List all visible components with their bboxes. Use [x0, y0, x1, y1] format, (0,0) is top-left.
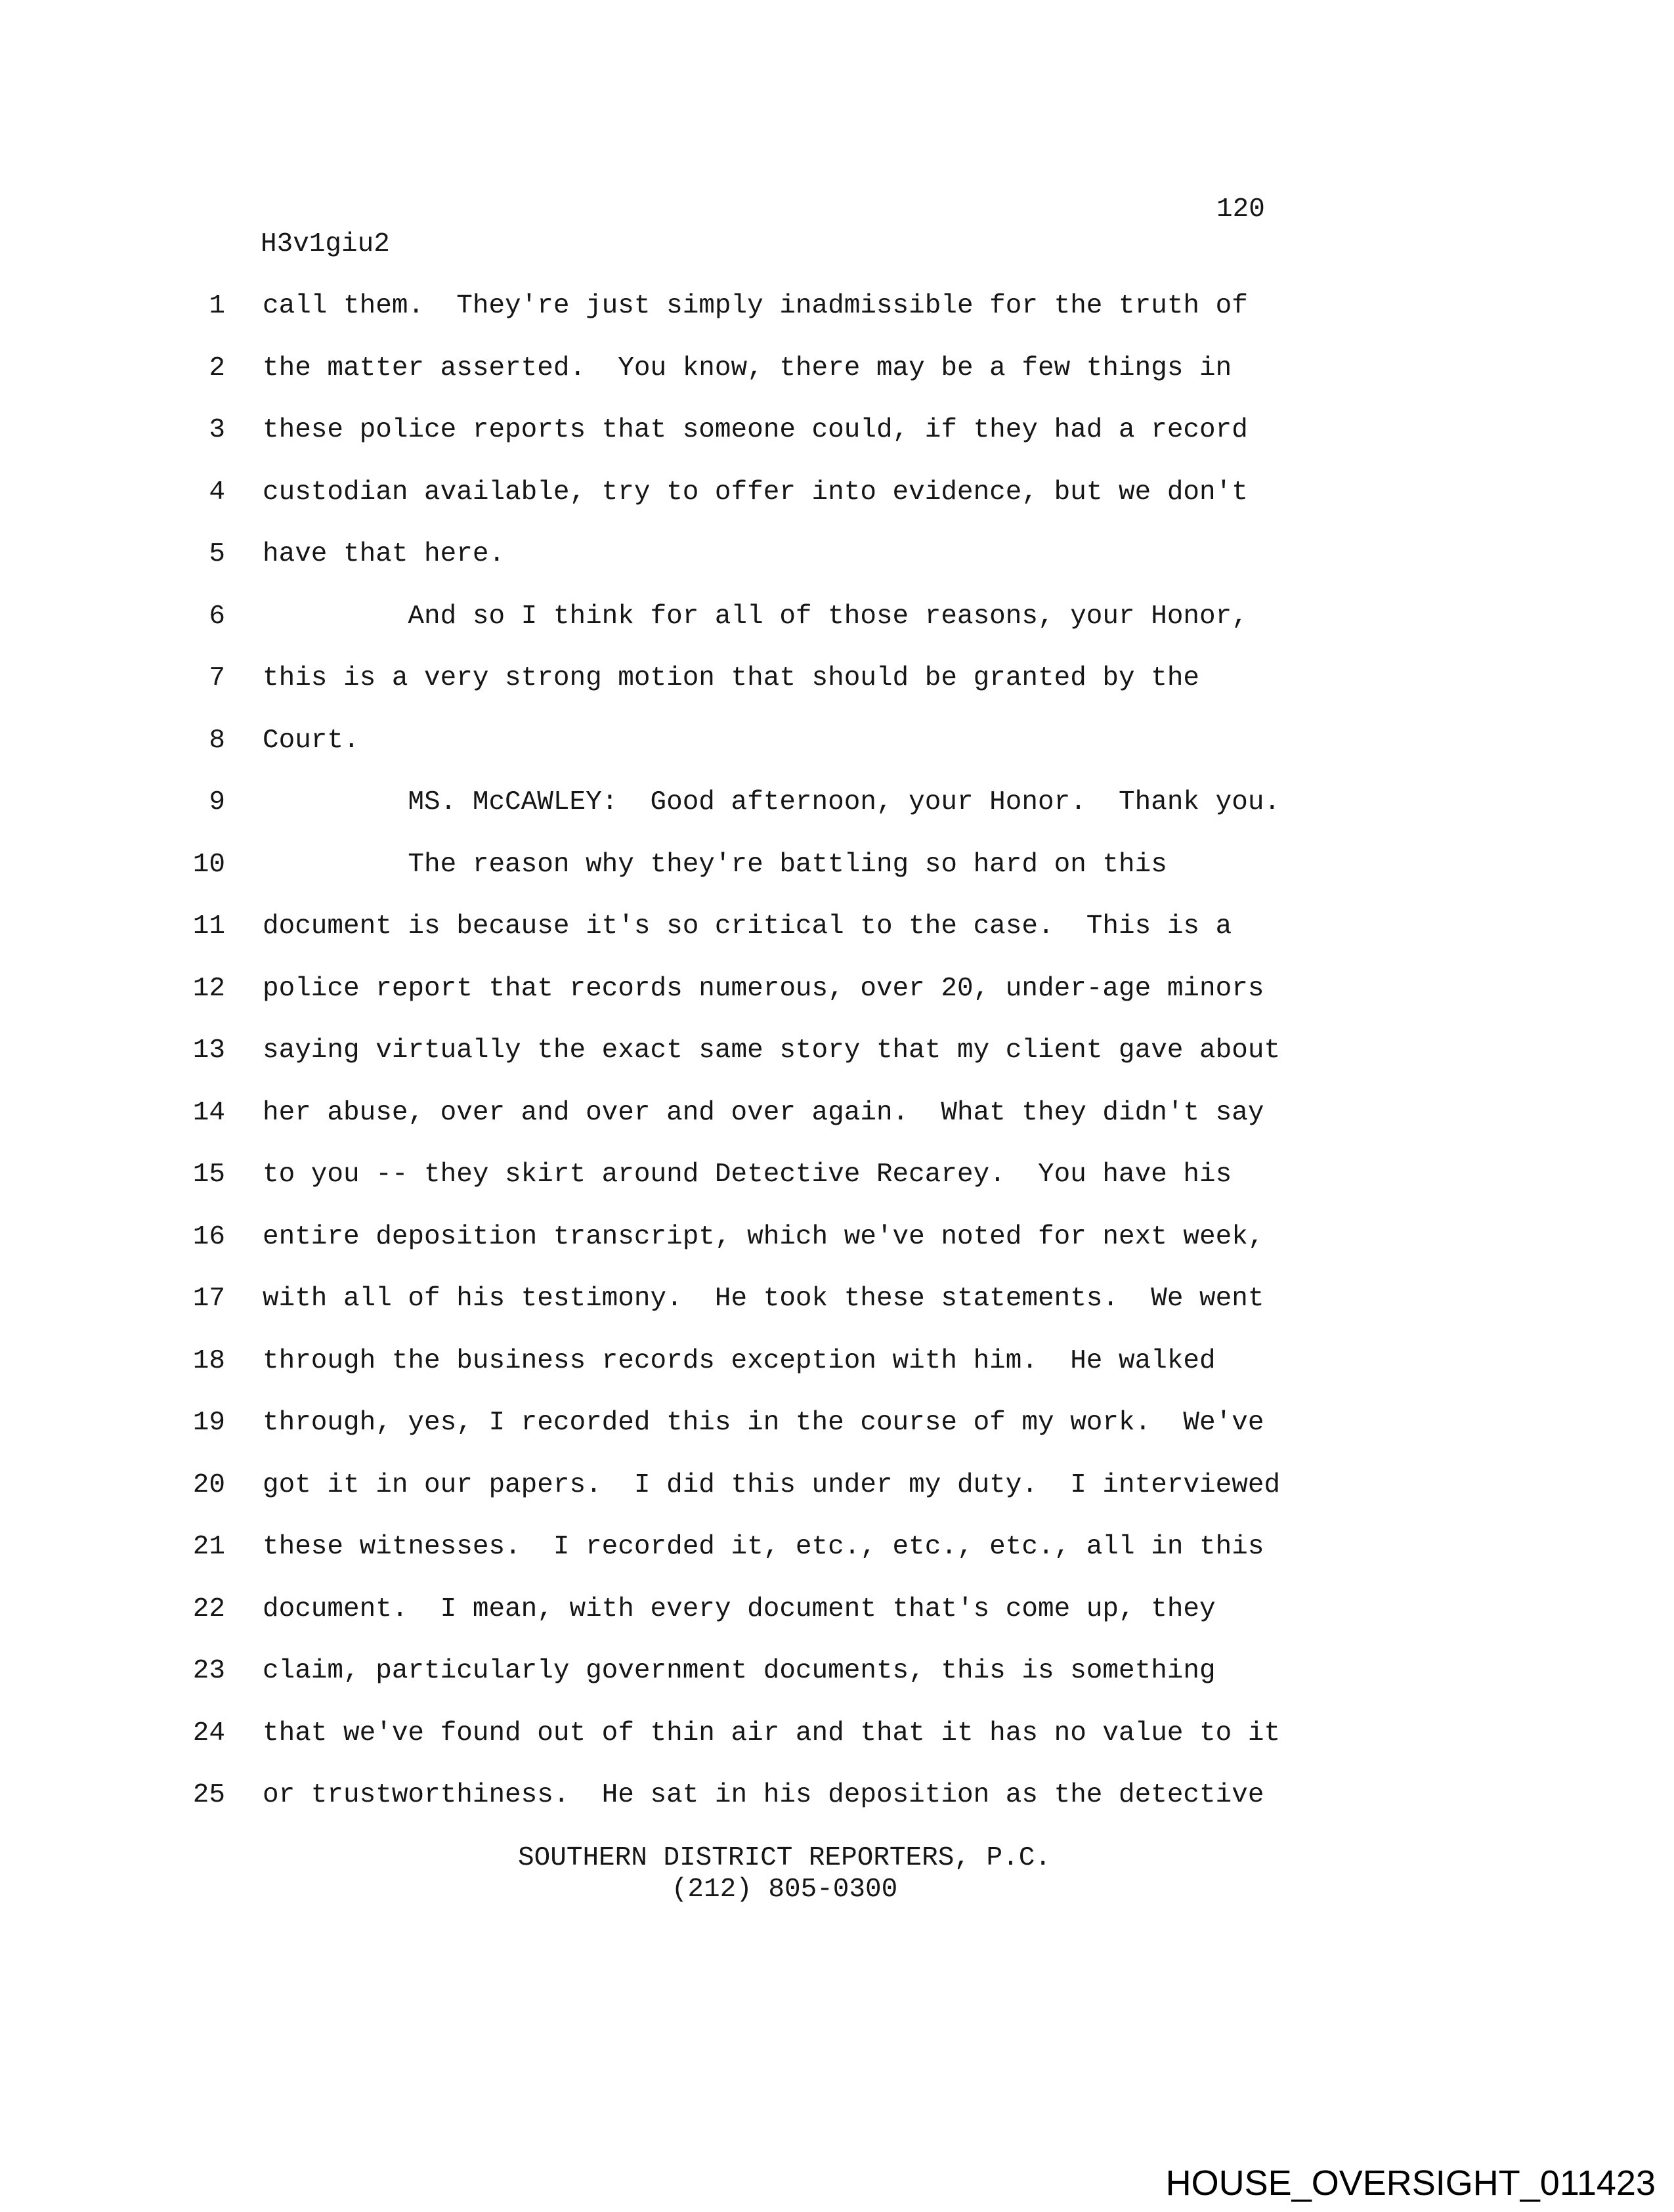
line-text: The reason why they're battling so hard on this	[263, 849, 1167, 880]
line-number: 23	[192, 1656, 225, 1686]
line-number: 11	[192, 911, 225, 942]
transcript-line	[0, 1594, 1280, 1657]
line-text: her abuse, over and over and over again. What they didn't say	[263, 1097, 1264, 1128]
transcript-line	[0, 974, 1280, 1036]
line-text: document is because it's so critical to the case. This is a	[263, 911, 1232, 942]
transcript-line	[0, 1532, 1280, 1594]
line-text: to you -- they skirt around Detective Recarey. You have his	[263, 1160, 1232, 1190]
line-number: 18	[192, 1345, 225, 1376]
transcript-line	[0, 477, 1280, 540]
line-number: 13	[192, 1035, 225, 1066]
line-number: 21	[192, 1532, 225, 1562]
line-number: 22	[192, 1594, 225, 1624]
line-number: 19	[192, 1408, 225, 1438]
line-number: 15	[192, 1160, 225, 1190]
line-number: 20	[192, 1469, 225, 1500]
line-number: 7	[209, 663, 225, 693]
transcript-line	[0, 1470, 1280, 1532]
line-number: 5	[209, 539, 225, 569]
line-number: 17	[192, 1284, 225, 1314]
transcript-lines	[0, 291, 1280, 1842]
transcript-line	[0, 1718, 1280, 1781]
transcript-line	[0, 539, 1280, 601]
reporter-footer	[131, 1842, 1438, 1905]
transcript-line	[0, 1656, 1280, 1718]
transcript-line	[0, 1222, 1280, 1284]
line-number: 16	[192, 1221, 225, 1252]
transcript-line	[0, 1160, 1280, 1222]
transcript-line	[0, 1780, 1280, 1842]
line-text: got it in our papers. I did this under my duty. I interviewed	[263, 1469, 1281, 1500]
line-number: 14	[192, 1097, 225, 1128]
line-text: Court.	[263, 725, 360, 756]
reporter-name: SOUTHERN DISTRICT REPORTERS, P.C.	[518, 1843, 1051, 1873]
line-text: these police reports that someone could, if they had a record	[263, 415, 1248, 445]
transcript-line	[0, 415, 1280, 477]
line-number: 3	[209, 415, 225, 445]
line-number: 4	[209, 477, 225, 508]
line-text: custodian available, try to offer into evidence, but we don't	[263, 477, 1248, 508]
transcript-line	[0, 1035, 1280, 1098]
line-text: claim, particularly government documents, this is something	[263, 1656, 1216, 1686]
line-number: 9	[209, 787, 225, 817]
transcript-line	[0, 787, 1280, 850]
page-number: 120	[1216, 194, 1265, 225]
line-text: call them. They're just simply inadmissible for the truth of	[263, 291, 1248, 321]
transcript-line	[0, 601, 1280, 664]
transcript-line	[0, 291, 1280, 353]
line-text: this is a very strong motion that should be granted by the	[263, 663, 1200, 693]
bates-number: HOUSE_OVERSIGHT_011423	[1165, 2163, 1656, 2203]
line-number: 12	[192, 973, 225, 1004]
line-text: through the business records exception with him. He walked	[263, 1345, 1216, 1376]
line-number: 10	[192, 849, 225, 880]
line-text: or trustworthiness. He sat in his deposition as the detective	[263, 1780, 1264, 1810]
line-text: have that here.	[263, 539, 505, 569]
line-text: MS. McCAWLEY: Good afternoon, your Honor. Thank you.	[263, 787, 1281, 817]
line-text: document. I mean, with every document that's come up, they	[263, 1594, 1216, 1624]
line-number: 6	[209, 601, 225, 632]
transcript-line	[0, 353, 1280, 416]
line-text: And so I think for all of those reasons, your Honor,	[263, 601, 1248, 632]
line-number: 2	[209, 353, 225, 383]
line-number: 8	[209, 725, 225, 756]
line-number: 1	[209, 291, 225, 321]
line-text: police report that records numerous, over 20, under-age minors	[263, 973, 1264, 1004]
line-number: 24	[192, 1718, 225, 1748]
transcript-line	[0, 850, 1280, 912]
transcript-line	[0, 663, 1280, 726]
transcript-line	[0, 911, 1280, 974]
transcript-line	[0, 726, 1280, 788]
line-text: with all of his testimony. He took these statements. We went	[263, 1284, 1264, 1314]
line-text: saying virtually the exact same story that my client gave about	[263, 1035, 1281, 1066]
transcript-line	[0, 1284, 1280, 1346]
transcript-session-id: H3v1giu2	[261, 229, 390, 259]
transcript-line	[0, 1098, 1280, 1160]
line-number: 25	[192, 1780, 225, 1810]
line-text: these witnesses. I recorded it, etc., etc., etc., all in this	[263, 1532, 1264, 1562]
line-text: that we've found out of thin air and that it has no value to it	[263, 1718, 1281, 1748]
transcript-line	[0, 1346, 1280, 1408]
reporter-phone: (212) 805-0300	[671, 1875, 898, 1905]
line-text: entire deposition transcript, which we've noted for next week,	[263, 1221, 1264, 1252]
line-text: the matter asserted. You know, there may be a few things in	[263, 353, 1232, 383]
line-text: through, yes, I recorded this in the course of my work. We've	[263, 1408, 1264, 1438]
transcript-line	[0, 1408, 1280, 1470]
